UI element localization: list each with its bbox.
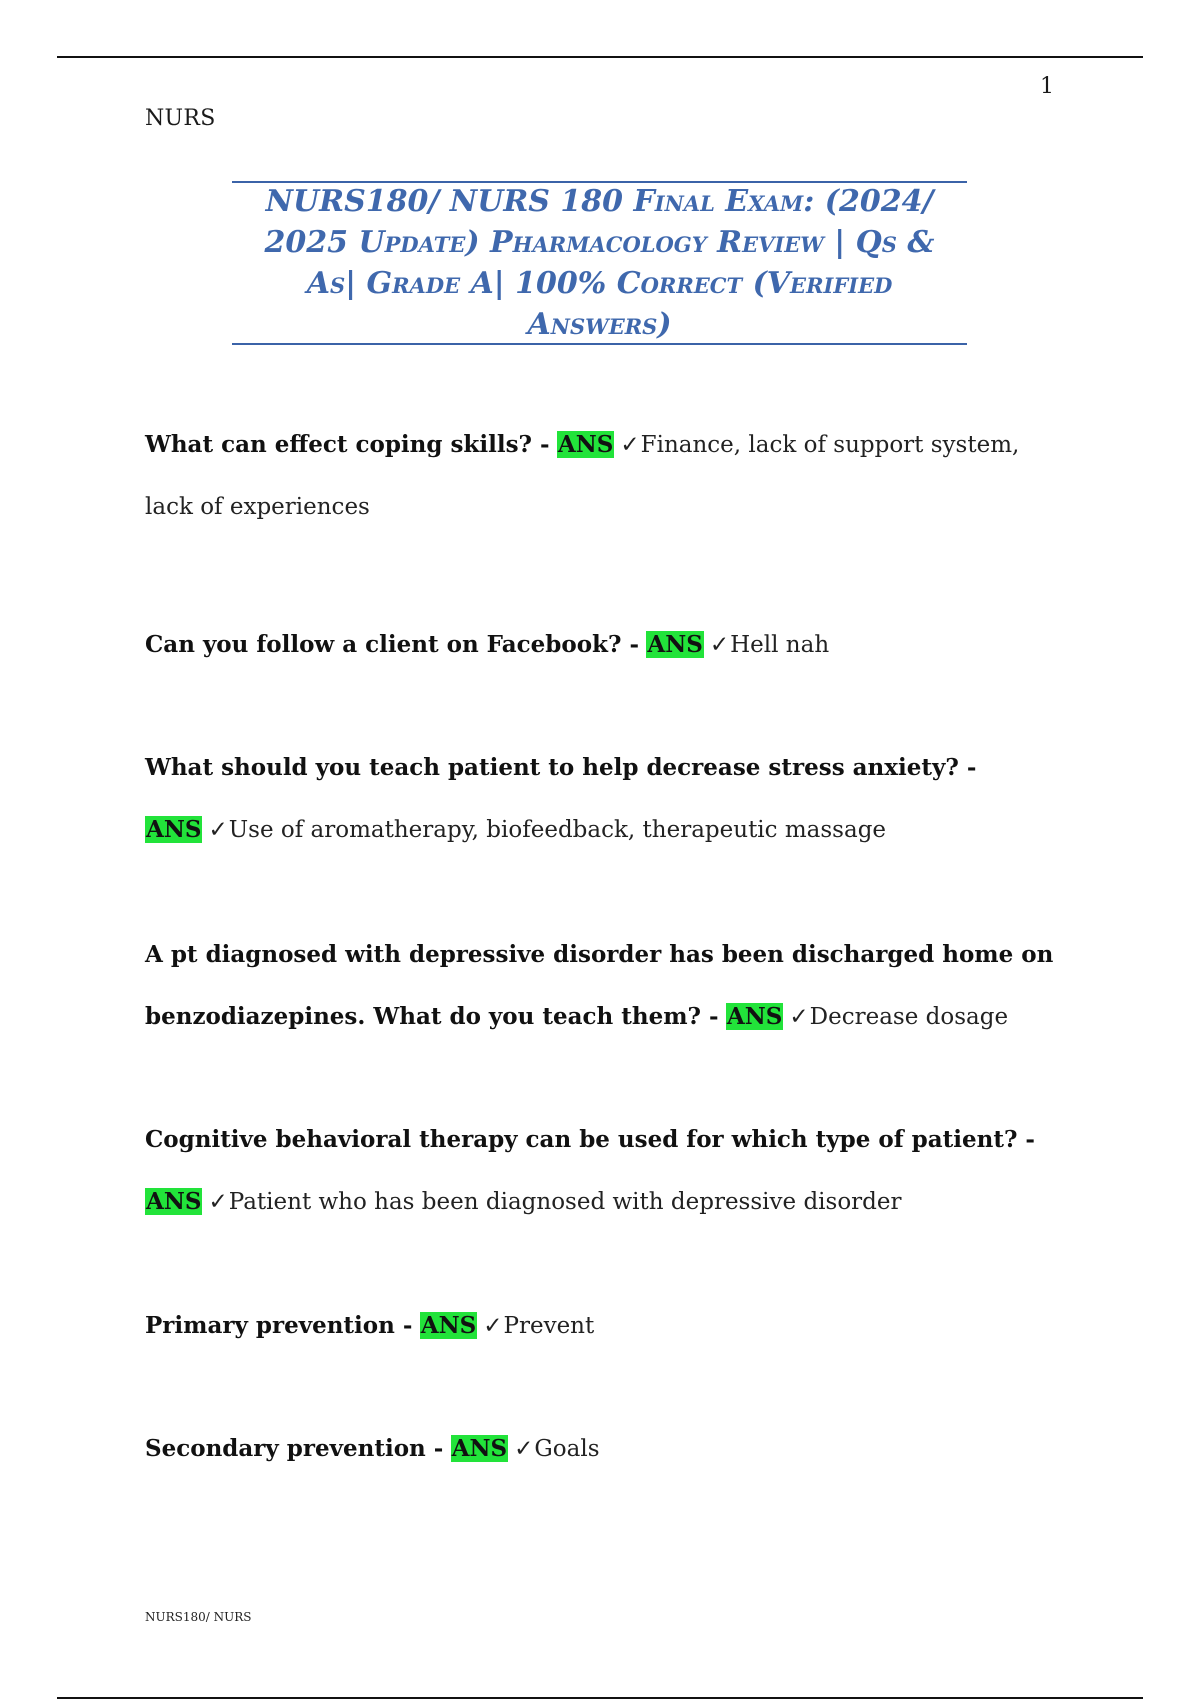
document-title: NURS180/ NURS 180 Final Exam: (2024/ 2025 Update) Pharmacology Review | Qs & As| Grade A| 100% Correct (Verified Answers) [264,184,935,342]
ans-highlight: ANS [557,431,614,458]
check-icon: ✓ [620,432,640,458]
qa-item [145,1295,1055,1357]
ans-highlight: ANS [726,1003,783,1030]
qa-item [145,614,1055,676]
check-icon: ✓ [208,817,228,843]
header-label: NURS [145,106,216,131]
check-icon: ✓ [789,1004,809,1030]
question-text: What can effect coping skills? - [145,431,550,458]
question-text: A pt diagnosed with depressive disorder has been discharged home on benzodiazepines. What do you teach them? - [145,941,1054,1030]
bottom-rule [57,1697,1143,1699]
answer-text: Goals [534,1436,600,1462]
ans-highlight: ANS [420,1312,477,1339]
qa-item [145,1109,1055,1233]
qa-item [145,414,1055,538]
check-icon: ✓ [208,1189,228,1215]
ans-highlight: ANS [647,631,703,658]
check-icon: ✓ [483,1313,503,1339]
question-text: Can you follow a client on Facebook? - [145,631,640,658]
question-text: What should you teach patient to help decrease stress anxiety? - [145,754,977,781]
title-box [232,181,967,345]
ans-highlight: ANS [451,1435,508,1462]
check-icon: ✓ [514,1436,534,1462]
answer-text: Prevent [503,1313,595,1339]
page-number: 1 [1040,74,1054,99]
question-text: Secondary prevention - [145,1435,444,1462]
top-rule [57,56,1143,58]
footer-label: NURS180/ NURS [145,1610,252,1624]
answer-text: Hell nah [730,632,830,658]
check-icon: ✓ [709,632,730,658]
answer-text: Use of aromatherapy, biofeedback, therapeutic massage [228,817,887,843]
answer-text: Patient who has been diagnosed with depressive disorder [228,1189,902,1215]
qa-item [145,1418,1055,1480]
question-text: Primary prevention - [145,1312,413,1339]
ans-highlight: ANS [146,1188,202,1215]
qa-item [145,924,1055,1048]
question-text: Cognitive behavioral therapy can be used for which type of patient? - [145,1126,1035,1153]
answer-text: Decrease dosage [809,1004,1009,1030]
qa-item [145,737,1055,861]
answer-text: Finance, lack of support system, lack of experiences [145,432,1020,520]
ans-highlight: ANS [146,816,202,843]
